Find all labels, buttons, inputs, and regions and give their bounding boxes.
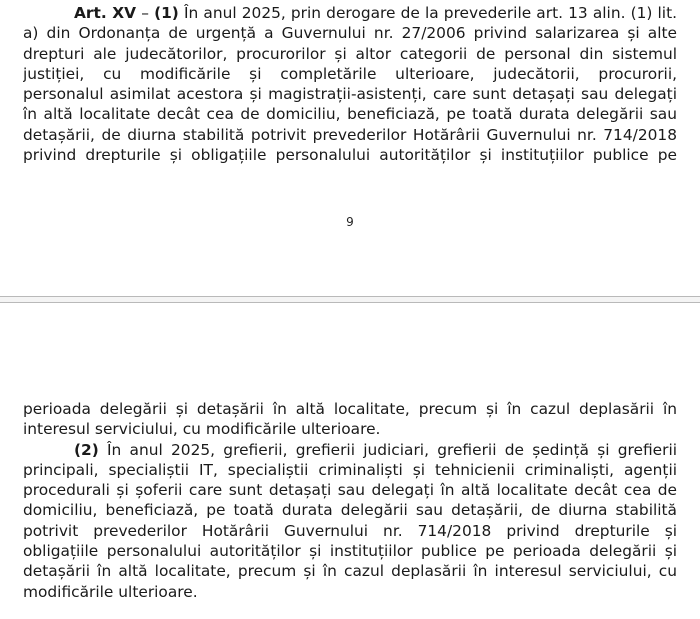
page-separator bbox=[0, 296, 700, 303]
paragraph-line bbox=[74, 440, 677, 460]
paragraph-line: obligațiile personalului autorităților și instituțiilor publice pe perioada delegării și bbox=[23, 542, 677, 561]
paragraph-line: justiției, cu modificările și completările ulterioare, judecătorii, procurorii, bbox=[23, 64, 677, 83]
paragraph-line: detașării, de diurna stabilită potrivit prevederilor Hotărârii Guvernului nr. 714/2018 bbox=[23, 125, 677, 144]
article-first-line bbox=[0, 3, 700, 23]
paragraph-1-continuation bbox=[0, 399, 700, 440]
paragraph-line: personalul asimilat acestora și magistrații-asistenți, care sunt detașați sau delegați bbox=[23, 85, 677, 104]
article-label: Art. XV bbox=[74, 4, 137, 22]
article-dash: – bbox=[141, 4, 149, 22]
paragraph-2-body bbox=[0, 460, 700, 602]
paragraph-line bbox=[74, 3, 677, 23]
paragraph-line: potrivit prevederilor Hotărârii Guvernului nr. 714/2018 privind drepturile și bbox=[23, 521, 677, 540]
paragraph-2-text: În anul 2025, grefierii, grefierii judiciari, grefierii de ședință și grefierii bbox=[98, 440, 677, 459]
paragraph-line: interesul serviciului, cu modificările ulterioare. bbox=[23, 420, 381, 439]
paragraph-line: principali, specialiștii IT, specialiștii criminaliști și tehnicienii criminaliști, agenții bbox=[23, 460, 677, 479]
document-page-bottom bbox=[0, 303, 700, 619]
paragraph-1-text: În anul 2025, prin derogare de la prevederile art. 13 alin. (1) lit. bbox=[178, 4, 677, 22]
paragraph-line: drepturi ale judecătorilor, procurorilor și altor categorii de personal din sistemul bbox=[23, 44, 677, 63]
page-number: 9 bbox=[346, 215, 354, 229]
paragraph-2-label: (2) bbox=[74, 440, 99, 459]
paragraph-line: domiciliu, beneficiază, pe toată durata delegării sau detașării, de diurna stabilită bbox=[23, 501, 677, 520]
paragraph-1-body bbox=[0, 23, 700, 165]
paragraph-line: detașării în altă localitate, precum și în cazul deplasării în interesul serviciului, cu bbox=[23, 562, 677, 581]
paragraph-1-label: (1) bbox=[154, 4, 179, 22]
paragraph-line: în altă localitate decât cea de domiciliu, beneficiază, pe toată durata delegării sau bbox=[23, 105, 677, 124]
paragraph-line: perioada delegării și detașării în altă localitate, precum și în cazul deplasării în bbox=[23, 400, 677, 418]
paragraph-line: a) din Ordonanța de urgență a Guvernului nr. 27/2006 privind salarizarea și alte bbox=[23, 24, 677, 43]
paragraph-line: modificările ulterioare. bbox=[23, 582, 198, 601]
paragraph-line: procedurali și șoferii care sunt detașați sau delegați în altă localitate decât cea de bbox=[23, 481, 677, 500]
document-page-top bbox=[0, 0, 700, 296]
paragraph-2-first-line bbox=[0, 440, 700, 460]
paragraph-line: privind drepturile și obligațiile personalului autorităților și instituțiilor publice pe bbox=[23, 146, 677, 165]
